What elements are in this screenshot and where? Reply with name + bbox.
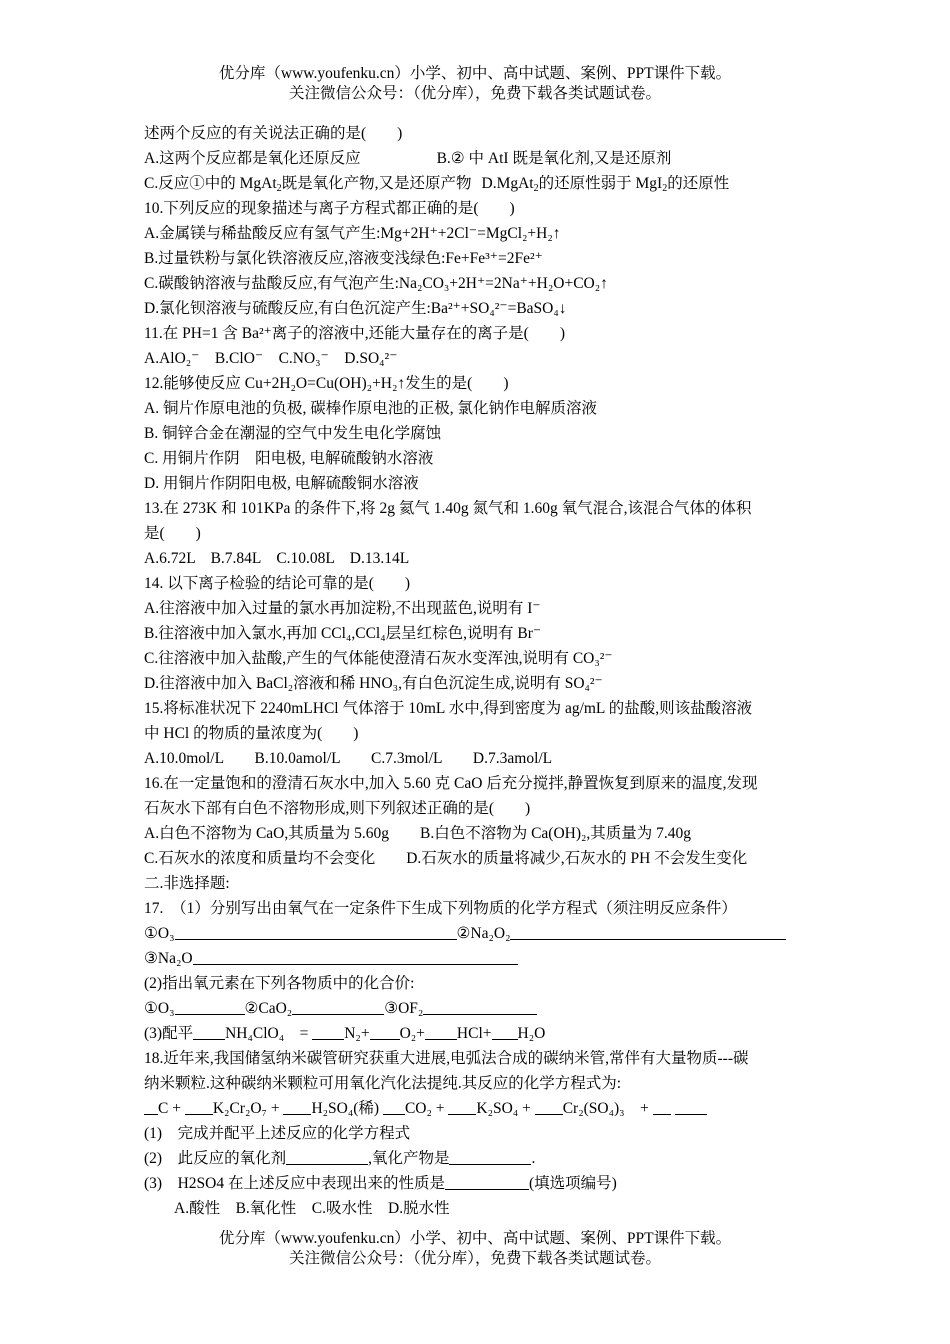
q17-na2o2-label: ②Na₂O₂ xyxy=(456,925,511,942)
answer-blank[interactable] xyxy=(193,948,518,965)
q17-of2-label: ③OF₂ xyxy=(384,1000,424,1017)
q16-stem-2: 石灰水下部有白色不溶物形成,则下列叙述正确的是( ) xyxy=(144,800,531,817)
q18-sub2-product-label: ,氧化产物是 xyxy=(368,1150,450,1167)
q16-options-ab: A.白色不溶物为 CaO,其质量为 5.60g B.白色不溶物为 Ca(OH)₂,其质量为 7.40g xyxy=(144,825,692,842)
q17-cao2-label: ②CaO₂ xyxy=(244,1000,293,1017)
answer-blank[interactable] xyxy=(383,1098,405,1115)
answer-blank[interactable] xyxy=(175,998,245,1015)
answer-blank[interactable] xyxy=(292,998,384,1015)
answer-blank[interactable] xyxy=(653,1098,671,1115)
answer-blank[interactable] xyxy=(370,1023,400,1040)
q12-option-b: B. 铜锌合金在潮湿的空气中发生电化学腐蚀 xyxy=(144,425,442,442)
page-footer xyxy=(0,1229,950,1269)
answer-blank[interactable] xyxy=(425,1023,457,1040)
q18-equation xyxy=(144,1096,812,1121)
q17-na2o-label: ③Na₂O xyxy=(144,950,193,967)
answer-blank[interactable] xyxy=(445,1173,529,1190)
q18-eq-k2cr2o7: K₂Cr₂O₇ + xyxy=(212,1100,280,1117)
q17-h2o: H₂O xyxy=(517,1025,546,1042)
q9-option-b: B.② 中 AtI 既是氧化剂,又是还原剂 xyxy=(436,150,672,167)
q9-options-cd xyxy=(144,171,812,196)
q18-options: A.酸性 B.氧化性 C.吸水性 D.脱水性 xyxy=(174,1200,450,1217)
q16-stem-1: 16.在一定量饱和的澄清石灰水中,加入 5.60 克 CaO 后充分搅拌,静置恢复到原来的温度,发现 xyxy=(144,775,758,792)
q10-option-a: A.金属镁与稀盐酸反应有氢气产生:Mg+2H⁺+2Cl⁻=MgCl₂+H₂↑ xyxy=(144,225,561,242)
answer-blank[interactable] xyxy=(175,923,457,940)
q17-stem: 17. （1）分别写出由氧气在一定条件下生成下列物质的化学方程式（须注明反应条件） xyxy=(144,900,737,917)
q17-o3-label: ①O₃ xyxy=(144,925,175,942)
q15-options: A.10.0mol/L B.10.0amol/L C.7.3mol/L D.7.3amol/L xyxy=(144,750,553,767)
q18-eq-c: C + xyxy=(158,1100,181,1117)
q18-eq-h2so4: H₂SO₄(稀) xyxy=(311,1100,380,1117)
q15-stem-1: 15.将标准状况下 2240mLHCl 气体溶于 10mL 水中,得到密度为 ag/mL 的盐酸,则该盐酸溶液 xyxy=(144,700,753,717)
answer-blank[interactable] xyxy=(510,923,786,940)
q9-option-d: D.MgAt$_2$的还原性弱于 MgI$_2$的还原性 xyxy=(481,175,730,194)
q17-part2: (2)指出氧元素在下列各物质中的化合价: xyxy=(144,975,415,992)
q12-option-d: D. 用铜片作阴阳电极, 电解硫酸铜水溶液 xyxy=(144,475,419,492)
answer-blank[interactable] xyxy=(535,1098,563,1115)
answer-blank[interactable] xyxy=(448,1098,476,1115)
q14-option-c: C.往溶液中加入盐酸,产生的气体能使澄清石灰水变浑浊,说明有 CO₃²⁻ xyxy=(144,650,613,667)
q17-o2: O₂+ xyxy=(399,1025,425,1042)
q18-sub3-label: (3) H2SO4 在上述反应中表现出来的性质是 xyxy=(144,1175,445,1192)
footer-line-2: 关注微信公众号：（优分库），免费下载各类试题试卷。 xyxy=(288,1250,661,1267)
answer-blank[interactable] xyxy=(449,1148,531,1165)
header-line-2: 关注微信公众号：（优分库），免费下载各类试题试卷。 xyxy=(288,85,661,102)
answer-blank[interactable] xyxy=(193,1023,225,1040)
q10-option-c: C.碳酸钠溶液与盐酸反应,有气泡产生:Na₂CO₃+2H⁺=2Na⁺+H₂O+CO₂↑ xyxy=(144,275,608,292)
q14-option-a: A.往溶液中加入过量的氯水再加淀粉,不出现蓝色,说明有 I⁻ xyxy=(144,600,541,617)
answer-blank[interactable] xyxy=(283,1098,311,1115)
q18-sub2 xyxy=(144,1146,812,1171)
q9-stem: 述两个反应的有关说法正确的是( ) xyxy=(144,125,403,142)
q18-stem-2: 纳米颗粒.这种碳纳米颗粒可用氧化汽化法提纯.其反应的化学方程式为: xyxy=(144,1075,622,1092)
q18-eq-k2so4: K₂SO₄ + xyxy=(476,1100,531,1117)
answer-blank[interactable] xyxy=(144,1098,158,1115)
q18-stem-1: 18.近年来,我国储氢纳米碳管研究获重大进展,电弧法合成的碳纳米管,常伴有大量物质---碳 xyxy=(144,1050,749,1067)
answer-blank[interactable] xyxy=(675,1098,707,1115)
header-line-1: 优分库（www.youfenku.cn）小学、初中、高中试题、案例、PPT课件下载。 xyxy=(218,65,732,82)
q17-part3-label: (3)配平 xyxy=(144,1025,194,1042)
answer-blank[interactable] xyxy=(492,1023,518,1040)
q16-options-cd: C.石灰水的浓度和质量均不会变化 D.石灰水的质量将减少,石灰水的 PH 不会发生变化 xyxy=(144,850,748,867)
q12-option-a: A. 铜片作原电池的负极, 碳棒作原电池的正极, 氯化钠作电解质溶液 xyxy=(144,400,597,417)
q9-option-c: C.反应①中的 MgAt$_2$既是氧化产物,又是还原产物 xyxy=(144,175,472,194)
q18-sub2-label: (2) 此反应的氧化剂 xyxy=(144,1150,287,1167)
q13-stem-2: 是( ) xyxy=(144,525,201,542)
q17-part1-row1 xyxy=(144,921,812,946)
q12-stem: 12.能够使反应 Cu+2H₂O=Cu(OH)₂+H₂↑发生的是( ) xyxy=(144,375,509,392)
q17-hcl: HCl+ xyxy=(456,1025,492,1042)
q10-stem: 10.下列反应的现象描述与离子方程式都正确的是( ) xyxy=(144,200,515,217)
answer-blank[interactable] xyxy=(185,1098,213,1115)
q18-sub3-hint: (填选项编号) xyxy=(528,1175,617,1192)
q18-sub2-period: . xyxy=(531,1150,536,1167)
q10-option-b: B.过量铁粉与氯化铁溶液反应,溶液变浅绿色:Fe+Fe³⁺=2Fe²⁺ xyxy=(144,250,543,267)
answer-blank[interactable] xyxy=(312,1023,344,1040)
q13-options: A.6.72L B.7.84L C.10.08L D.13.14L xyxy=(144,550,410,567)
q14-stem: 14. 以下离子检验的结论可靠的是( ) xyxy=(144,575,411,592)
q10-option-d: D.氯化钡溶液与硫酸反应,有白色沉淀产生:Ba²⁺+SO₄²⁻=BaSO₄↓ xyxy=(144,300,567,317)
q17-o3-valence-label: ①O₃ xyxy=(144,1000,175,1017)
footer-line-1: 优分库（www.youfenku.cn）小学、初中、高中试题、案例、PPT课件下载。 xyxy=(218,1230,732,1247)
section-2-title: 二.非选择题: xyxy=(144,875,230,892)
q12-option-c: C. 用铜片作阴 阳电极, 电解硫酸钠水溶液 xyxy=(144,450,434,467)
q17-part2-row xyxy=(144,996,812,1021)
q17-n2: N₂+ xyxy=(344,1025,370,1042)
exam-content xyxy=(144,121,812,1221)
answer-blank[interactable] xyxy=(423,998,537,1015)
q13-stem-1: 13.在 273K 和 101KPa 的条件下,将 2g 氦气 1.40g 氮气和 1.60g 氧气混合,该混合气体的体积 xyxy=(144,500,752,517)
q17-part3 xyxy=(144,1021,812,1046)
q14-option-d: D.往溶液中加入 BaCl₂溶液和稀 HNO₃,有白色沉淀生成,说明有 SO₄²⁻ xyxy=(144,675,603,692)
q11-options: A.AlO₂⁻ B.ClO⁻ C.NO₃⁻ D.SO₄²⁻ xyxy=(144,350,398,367)
q9-options-ab xyxy=(144,146,812,171)
q18-sub1: (1) 完成并配平上述反应的化学方程式 xyxy=(144,1125,411,1142)
q18-sub3 xyxy=(144,1171,812,1196)
q18-eq-co2: CO₂ + xyxy=(404,1100,445,1117)
q17-part1-row2 xyxy=(144,946,812,971)
q14-option-b: B.往溶液中加入氯水,再加 CCl₄,CCl₄层呈红棕色,说明有 Br⁻ xyxy=(144,625,542,642)
q15-stem-2: 中 HCl 的物质的量浓度为( ) xyxy=(144,725,359,742)
q17-nh4clo4: NH₄ClO₄ = xyxy=(225,1025,309,1042)
q18-eq-cr2so43: Cr₂(SO₄)₃ + xyxy=(562,1100,649,1117)
answer-blank[interactable] xyxy=(286,1148,368,1165)
q11-stem: 11.在 PH=1 含 Ba²⁺离子的溶液中,还能大量存在的离子是( ) xyxy=(144,325,565,342)
page-header xyxy=(0,64,950,104)
q9-option-a: A.这两个反应都是氧化还原反应 xyxy=(144,150,361,167)
